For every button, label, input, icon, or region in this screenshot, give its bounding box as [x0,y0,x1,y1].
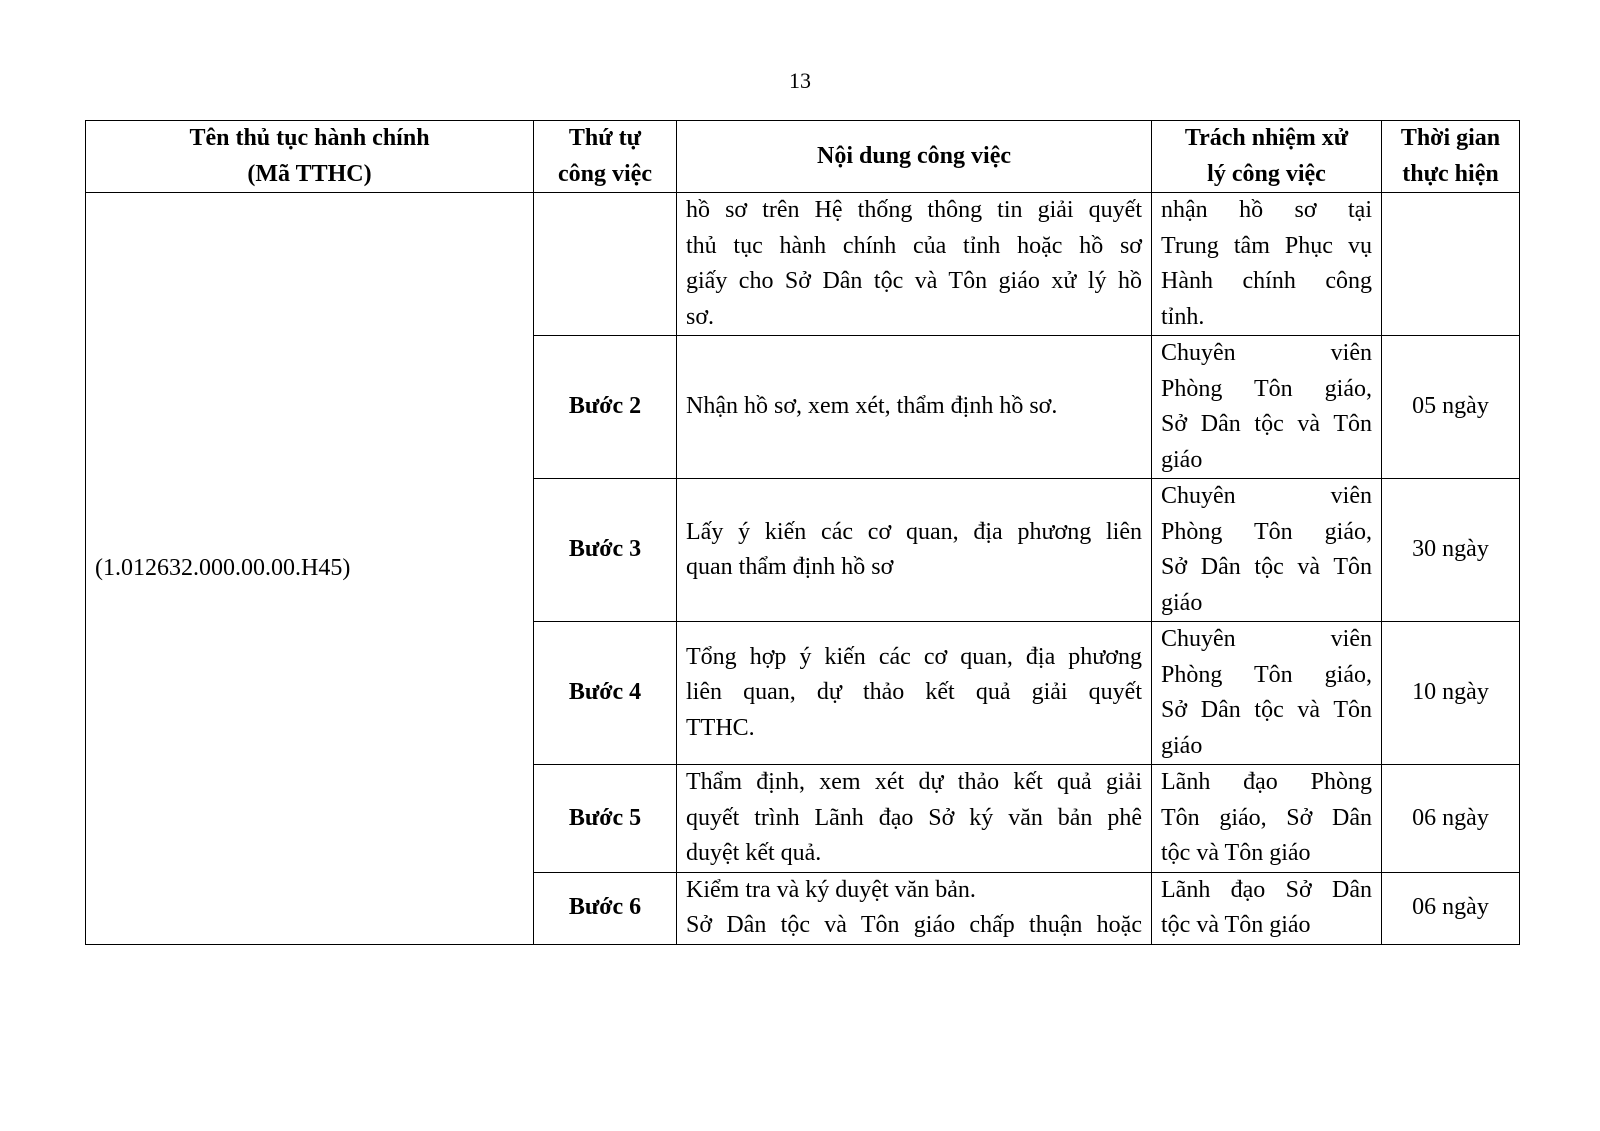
responsibility-line: Chuyên viên [1161,626,1372,652]
responsibility-line: Tôn giáo, Sở Dân [1161,804,1372,831]
content-line: Tổng hợp ý kiến các cơ quan, địa phương [686,643,1142,670]
header-step-order [534,121,677,193]
content-line: quyết trình Lãnh đạo Sở ký văn bản phê [686,804,1142,831]
header-step-order-line1: Thứ tự [568,125,642,151]
header-procedure-name [86,121,534,193]
content-cell [677,765,1152,873]
responsibility-line: giáo [1161,446,1203,473]
content-line: sơ. [686,303,715,330]
content-line: thủ tục hành chính của tỉnh hoặc hồ sơ [686,232,1142,259]
responsibility-line: Phòng Tôn giáo, [1161,661,1372,688]
table-header-row [86,121,1520,193]
responsibility-cell [1152,622,1382,765]
table-row [86,193,1520,336]
content-cell [677,479,1152,622]
content-line: giấy cho Sở Dân tộc và Tôn giáo xử lý hồ [686,268,1142,294]
duration-cell: 05 ngày [1382,336,1520,479]
responsibility-cell [1152,479,1382,622]
step-cell: Bước 2 [534,336,677,479]
responsibility-line: nhận hồ sơ tại [1161,197,1372,223]
header-procedure-name-line1: Tên thủ tục hành chính [189,125,430,151]
procedure-code-cell [86,193,534,945]
responsibility-line: tộc và Tôn giáo [1161,840,1311,866]
header-work-content [677,121,1152,193]
header-procedure-name-line2: (Mã TTHC) [247,160,372,187]
step-cell: Bước 6 [534,872,677,944]
duration-cell: 06 ngày [1382,872,1520,944]
content-cell [677,622,1152,765]
content-line: Lấy ý kiến các cơ quan, địa phương liên [686,518,1142,545]
duration-cell: 06 ngày [1382,765,1520,873]
responsibility-line: Chuyên viên [1161,340,1372,366]
content-cell [677,336,1152,479]
duration-cell: 30 ngày [1382,479,1520,622]
responsibility-line: Lãnh đạo Sở Dân [1161,876,1372,903]
header-work-content-text: Nội dung công việc [816,142,1011,169]
responsibility-cell [1152,872,1382,944]
content-cell [677,193,1152,336]
header-duration-line2: thực hiện [1402,160,1499,187]
responsibility-line: Trung tâm Phục vụ [1161,232,1372,259]
responsibility-cell [1152,336,1382,479]
duration-cell: 10 ngày [1382,622,1520,765]
responsibility-line: Sở Dân tộc và Tôn [1161,554,1372,580]
responsibility-line: Phòng Tôn giáo, [1161,375,1372,402]
content-line: TTHC. [686,714,755,741]
header-responsibility [1152,121,1382,193]
responsibility-line: Hành chính công [1161,268,1372,294]
responsibility-line: Lãnh đạo Phòng [1161,769,1372,795]
content-line: quan thẩm định hồ sơ [686,554,894,580]
header-responsibility-line1: Trách nhiệm xử [1184,125,1349,151]
header-step-order-line2: công việc [558,160,652,187]
procedure-steps-table [85,120,1520,945]
header-responsibility-line2: lý công việc [1207,160,1326,187]
content-line: Sở Dân tộc và Tôn giáo chấp thuận hoặc [686,912,1142,938]
responsibility-line: Chuyên viên [1161,483,1372,509]
step-cell: Bước 4 [534,622,677,765]
responsibility-line: Sở Dân tộc và Tôn [1161,411,1372,437]
procedure-code: (1.012632.000.00.00.H45) [95,554,351,581]
responsibility-line: Sở Dân tộc và Tôn [1161,697,1372,723]
responsibility-line: giáo [1161,732,1203,759]
content-cell [677,872,1152,944]
responsibility-cell [1152,765,1382,873]
content-line: duyệt kết quả. [686,840,822,866]
header-duration-line1: Thời gian [1400,125,1501,151]
responsibility-line: Phòng Tôn giáo, [1161,518,1372,545]
duration-cell [1382,193,1520,336]
step-cell: Bước 5 [534,765,677,873]
content-line: hồ sơ trên Hệ thống thông tin giải quyết [686,197,1142,223]
responsibility-line: tộc và Tôn giáo [1161,912,1311,938]
header-duration [1382,121,1520,193]
step-cell: Bước 3 [534,479,677,622]
content-line: Thẩm định, xem xét dự thảo kết quả giải [686,769,1142,795]
content-line: liên quan, dự thảo kết quả giải quyết [686,679,1142,706]
page-number: 13 [789,68,811,93]
step-cell [534,193,677,336]
content-line: Kiểm tra và ký duyệt văn bản. [686,876,976,903]
responsibility-line: giáo [1161,589,1203,616]
responsibility-line: tỉnh. [1161,303,1205,330]
responsibility-cell [1152,193,1382,336]
content-line: Nhận hồ sơ, xem xét, thẩm định hồ sơ. [686,393,1058,420]
